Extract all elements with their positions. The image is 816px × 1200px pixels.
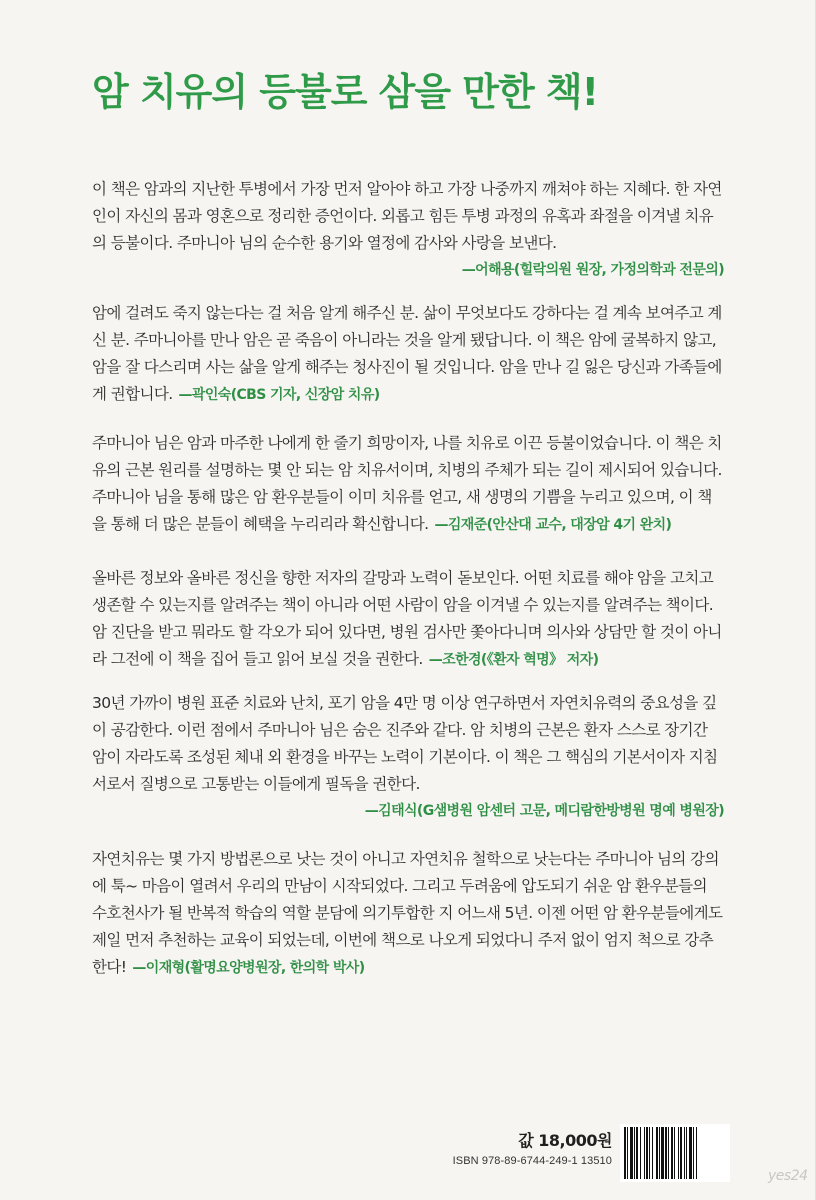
barcode-icon	[620, 1124, 730, 1182]
blurb-text: 이 책은 암과의 지난한 투병에서 가장 먼저 알아야 하고 가장 나중까지 깨쳐야 하는 지혜다. 한 자연인이 자신의 몸과 영혼으로 정리한 증언이다. 외롭고 힘든 투병 과정의 유혹과 좌절을 이겨낼 치유의 등불이다. 주마니아 님의 순수한 용기와 열정에 감사와 사랑을 보낸다.	[92, 180, 722, 252]
blurb-3	[92, 430, 724, 539]
isbn: ISBN 978-89-6744-249-1 13510	[452, 1155, 612, 1167]
blurb-text: 자연치유는 몇 가지 방법론으로 낫는 것이 아니고 자연치유 철학으로 낫는다는 주마니아 님의 강의에 툭~ 마음이 열려서 우리의 만남이 시작되었다. 그리고 두려움에 압도되기 쉬운 암 환우분들의 수호천사가 될 반복적 학습의 역할 분담에 의기투합한 지 어느새 5년. 이젠 어떤 암 환우분들에게도 제일 먼저 추천하는 교육이 되었는데, 이번에 책으로 나오게 되었다니 주저 없이 엄지 척으로 강추한다!	[92, 850, 723, 976]
blurb-attribution: —곽인숙(CBS 기자, 신장암 치유)	[178, 387, 380, 403]
blurb-4	[92, 565, 724, 674]
blurb-2	[92, 300, 724, 409]
blurb-1	[92, 176, 724, 284]
blurb-text: 올바른 정보와 올바른 정신을 향한 저자의 갈망과 노력이 돋보인다. 어떤 치료를 해야 암을 고치고 생존할 수 있는지를 알려주는 책이 아니라 어떤 사람이 암을 이겨낼 수 있는지를 알려주는 책이다. 암 진단을 받고 뭐라도 할 각오가 되어 있다면, 병원 검사만 쫓아다니며 의사와 상담만 할 것이 아니라 그전에 이 책을 집어 들고 읽어 보실 것을 권한다.	[92, 569, 722, 668]
headline: 암 치유의 등불로 삼을 만한 책!	[92, 70, 598, 114]
blurb-attribution: —이재형(활명요양병원장, 한의학 박사)	[132, 960, 365, 976]
blurb-attribution: —조한경(《환자 혁명》 저자)	[428, 652, 599, 668]
blurb-text: 암에 걸려도 죽지 않는다는 걸 처음 알게 해주신 분. 삶이 무엇보다도 강하다는 걸 계속 보여주고 계신 분. 주마니아를 만나 암은 곧 죽음이 아니라는 것을 알게 됐답니다. 이 책은 암에 굴복하지 않고, 암을 잘 다스리며 사는 삶을 알게 해주는 청사진이 될 것입니다. 암을 만나 길 잃은 당신과 가족들에게 권합니다.	[92, 304, 722, 403]
price: 값 18,000원	[518, 1131, 612, 1150]
price-block	[380, 1128, 612, 1167]
blurb-attribution: —김재준(안산대 교수, 대장암 4기 완치)	[434, 517, 672, 533]
blurb-6	[92, 846, 724, 982]
watermark: yes24	[768, 1168, 808, 1184]
blurb-text: 30년 가까이 병원 표준 치료와 난치, 포기 암을 4만 명 이상 연구하면서 자연치유력의 중요성을 깊이 공감한다. 이런 점에서 주마니아 님은 숨은 진주와 같다. 암 치병의 근본은 환자 스스로 장기간 암이 자라도록 조성된 체내 외 환경을 바꾸는 노력이 기본이다. 이 책은 그 핵심의 기본서이자 지침서로서 질병으로 고통받는 이들에게 필독을 권한다.	[92, 694, 718, 793]
blurb-5	[92, 690, 724, 825]
blurb-attribution: —김태식(G샘병원 암센터 고문, 메디람한방병원 명예 병원장)	[364, 803, 724, 819]
blurb-attribution: —어해용(힐락의원 원장, 가정의학과 전문의)	[461, 262, 724, 278]
blurb-text: 주마니아 님은 암과 마주한 나에게 한 줄기 희망이자, 나를 치유로 이끈 등불이었습니다. 이 책은 치유의 근본 원리를 설명하는 몇 안 되는 암 치유서이며, 치병의 주체가 되는 길이 제시되어 있습니다. 주마니아 님을 통해 많은 암 환우분들이 이미 치유를 얻고, 새 생명의 기쁨을 누리고 있으며, 이 책을 통해 더 많은 분들이 혜택을 누리리라 확신합니다.	[92, 434, 722, 533]
